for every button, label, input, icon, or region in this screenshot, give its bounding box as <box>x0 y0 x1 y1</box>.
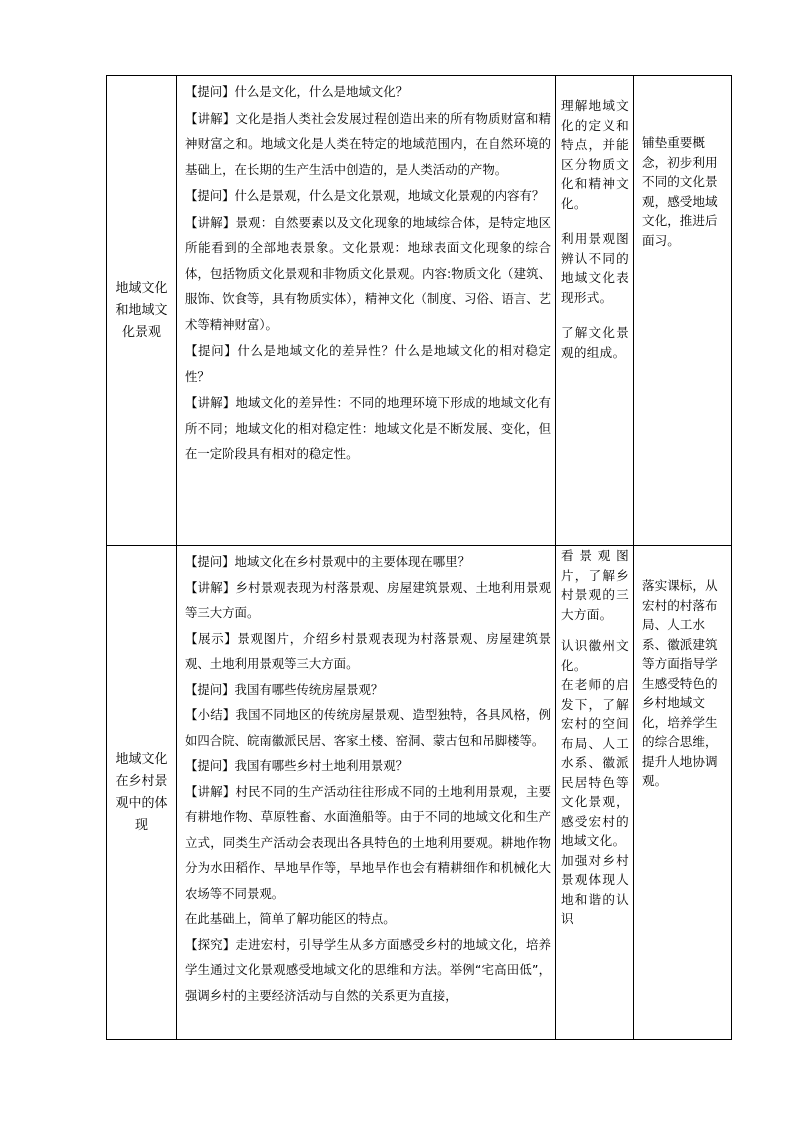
content-paragraph: 【讲解】乡村景观表现为村落景观、房屋建筑景观、土地利用景观等三大方面。 <box>185 579 551 620</box>
content-paragraph: 【讲解】景观：自然要素以及文化现象的地域综合体，是特定地区所能看到的全部地表景象。文化景观：地球表面文化现象的综合体，包括物质文化景观和非物质文化景观。内容:物质文化（建筑、服饰、饮食等，具有物质实体），精神文化（制度、习俗、语言、艺术等精神财富）。 <box>185 214 551 332</box>
teaching-content-cell <box>177 76 556 546</box>
activity-paragraph: 在老师的启发下，了解宏村的空间布局、人工水系、徽派民居特色等文化景观，感受宏村的地域文化。 <box>561 677 629 848</box>
content-paragraph: 在此基础上，简单了解功能区的特点。 <box>185 911 396 926</box>
activity-paragraph: 利用景观图辨认不同的地域文化表现形式。 <box>561 231 629 305</box>
intent-paragraph: 落实课标，从宏村的村落布局、人工水系、徽派建筑等方面指导学生感受特色的乡村地域文化，培养学生的综合思维，提升人地协调观。 <box>642 578 718 788</box>
activity-paragraph: 认识徽州文化。 <box>561 638 629 673</box>
content-paragraph: 【提问】什么是文化，什么是地域文化？ <box>185 84 409 99</box>
activity-paragraph: 理解地域文化的定义和特点，并能区分物质文化和精神文化。 <box>561 98 629 211</box>
content-paragraph: 【提问】什么是景观，什么是文化景观，地域文化景观的内容有？ <box>185 188 545 203</box>
topic-cell: 地域文化在乡村景观中的体现 <box>107 546 177 1040</box>
design-intent-cell <box>634 76 732 546</box>
content-paragraph: 【提问】我国有哪些传统房屋景观？ <box>185 681 384 697</box>
teaching-content-cell <box>177 546 556 1040</box>
design-intent-cell <box>634 546 732 1040</box>
student-activity-cell <box>556 76 634 546</box>
content-paragraph: 【提问】什么是地域文化的差异性？什么是地域文化的相对稳定性？ <box>185 343 551 384</box>
topic-cell: 地域文化和地域文化景观 <box>107 76 177 546</box>
content-paragraph: 【小结】我国不同地区的传统房屋景观、造型独特，各具风格，例如四合院、皖南徽派民居、客家土楼、窑洞、蒙古包和吊脚楼等。 <box>185 707 551 748</box>
table-row <box>107 76 732 546</box>
content-paragraph: 【讲解】文化是指人类社会发展过程创造出来的所有物质财富和精神财富之和。地域文化是人类在特定的地域范围内，在自然环境的基础上，在长期的生产生活中创造的，是人类活动的产物。 <box>185 110 551 177</box>
content-paragraph: 【讲解】村民不同的生产活动往往形成不同的土地利用景观，主要有耕地作物、草原牲畜、水面渔船等。由于不同的地域文化和生产立式，同类生产活动会表现出各具特色的土地利用要观。耕地作物分为水田稻作、旱地旱作等，旱地旱作也会有精耕细作和机械化大农场等不同景观。 <box>185 783 551 901</box>
table-row <box>107 546 732 1040</box>
activity-paragraph: 加强对乡村景观体现人地和谐的认识 <box>561 852 629 926</box>
activity-paragraph: 了解文化景观的组成。 <box>561 325 629 360</box>
content-paragraph: 【展示】景观图片，介绍乡村景观表现为村落景观、房屋建筑景观、土地利用景观等三大方面。 <box>185 630 551 671</box>
activity-paragraph: 看景观图片，了解乡村景观的三大方面。 <box>561 548 629 622</box>
content-paragraph: 【提问】地域文化在乡村景观中的主要体现在哪里？ <box>185 554 470 569</box>
content-paragraph: 【探究】走进宏村，引导学生从多方面感受乡村的地域文化，培养学生通过文化景观感受地域文化的思维和方法。举例“宅高田低”，强调乡村的主要经济活动与自然的关系更为直接， <box>185 936 551 1003</box>
content-paragraph: 【讲解】地域文化的差异性：不同的地理环境下形成的地域文化有所不同；地域文化的相对稳定性：地域文化是不断发展、变化，但在一定阶段具有相对的稳定性。 <box>185 395 551 461</box>
intent-paragraph: 铺垫重要概念，初步利用不同的文化景观，感受地域文化，推进后面习。 <box>642 135 718 248</box>
student-activity-cell <box>556 546 634 1040</box>
content-paragraph: 【提问】我国有哪些乡村土地利用景观？ <box>185 758 409 773</box>
lesson-plan-table <box>106 75 732 1040</box>
